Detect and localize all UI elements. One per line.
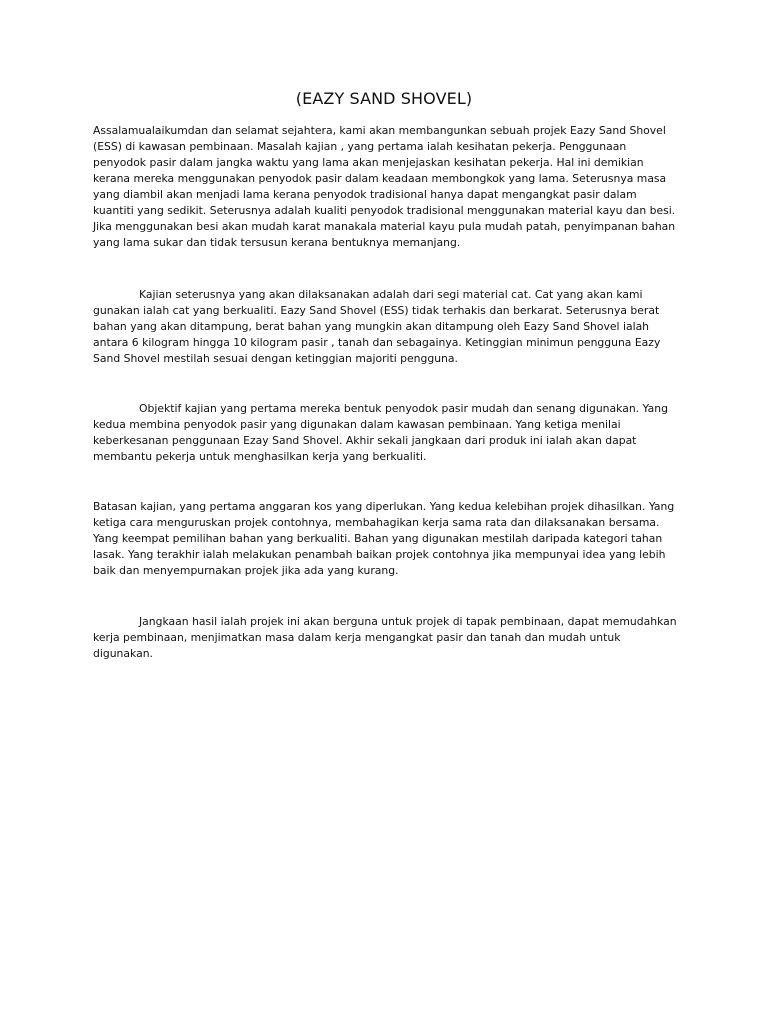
document-title: (EAZY SAND SHOVEL) xyxy=(295,89,473,108)
paragraph-objectives: Objektif kajian yang pertama mereka bentuk penyodok pasir mudah dan senang digunakan. Yang kedua membina penyodok pasir yang digunakan dalam kawasan pembinaan. Yang ketiga menilai keberkesanan penggunaan Ezay Sand Shovel. Akhir sekali jangkaan dari produk ini ialah akan dapat membantu pekerja untuk menghasilkan kerja yang berkualiti. xyxy=(93,402,668,463)
paragraph-limitations: Batasan kajian, yang pertama anggaran kos yang diperlukan. Yang kedua kelebihan projek dihasilkan. Yang ketiga cara menguruskan projek contohnya, membahagikan kerja sama rata dan dilaksanakan bersama. Yang keempat pemilihan bahan yang berkualiti. Bahan yang digunakan mestilah daripada kategori tahan lasak. Yang terakhir ialah melakukan penambah baikan projek contohnya jika mempunyai idea yang lebih baik dan menyempurnakan projek jika ada yang kurang. xyxy=(93,500,675,577)
paragraph-study-scope: Kajian seterusnya yang akan dilaksanakan adalah dari segi material cat. Cat yang akan kami gunakan ialah cat yang berkualiti. Eazy Sand Shovel (ESS) tidak terhakis dan berkarat. Seterusnya berat bahan yang akan ditampung, berat bahan yang mungkin akan ditampung oleh Eazy Sand Shovel ialah antara 6 kilogram hingga 10 kilogram pasir , tanah dan sebagainya. Ketinggian minimun pengguna Eazy Sand Shovel mestilah sesuai dengan ketinggian majoriti pengguna. xyxy=(93,288,661,365)
paragraph-expected-results: Jangkaan hasil ialah projek ini akan berguna untuk projek di tapak pembinaan, dapat memudahkan kerja pembinaan, menjimatkan masa dalam kerja mengangkat pasir dan tanah dan mudah untuk digunakan. xyxy=(93,615,677,660)
paragraph-problem-statement: Assalamualaikumdan dan selamat sejahtera, kami akan membangunkan sebuah projek Eazy Sand Shovel (ESS) di kawasan pembinaan. Masalah kajian , yang pertama ialah kesihatan pekerja. Penggunaan penyodok pasir dalam jangka waktu yang lama akan menjejaskan kesihatan pekerja. Hal ini demikian kerana mereka menggunakan penyodok pasir dalam keadaan membongkok yang lama. Seterusnya masa yang diambil akan menjadi lama kerana penyodok tradisional hanya dapat mengangkat pasir dalam kuantiti yang sedikit. Seterusnya adalah kualiti penyodok tradisional menggunakan material kayu dan besi. Jika menggunakan besi akan mudah karat manakala material kayu pula mudah patah, penyimpanan bahan yang lama sukar dan tidak tersusun kerana bentuknya memanjang. xyxy=(93,124,676,249)
